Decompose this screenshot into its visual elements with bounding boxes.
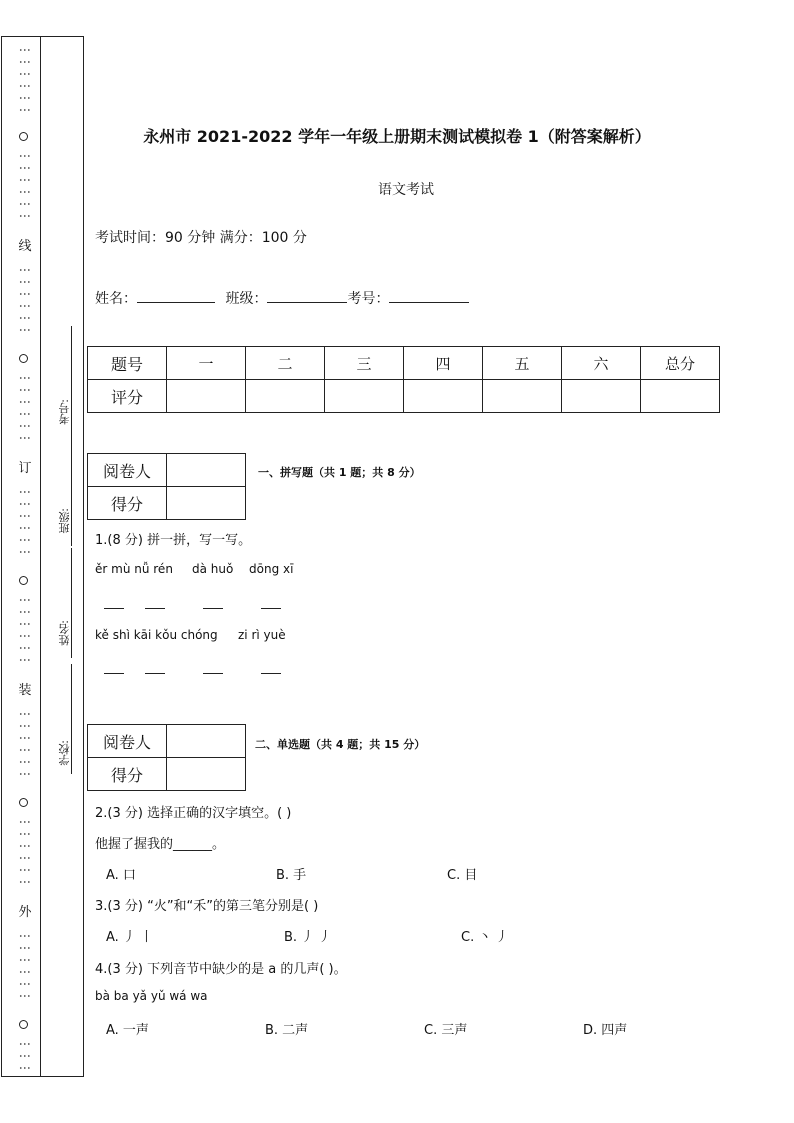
score-cell: 总分 [641,347,720,380]
grader-reviewer-label: 阅卷人 [88,454,167,487]
dot-leader: ⋮⋮⋮⋮⋮⋮ [18,486,32,558]
score-cell: 一 [167,347,246,380]
student-info-row [95,288,469,308]
question-4-pinyin: bà ba yǎ yǔ wá wa [95,989,208,1003]
score-table [87,346,720,413]
dot-leader: ⋮⋮⋮⋮⋮⋮ [18,594,32,666]
dot-leader: ⋮⋮⋮⋮⋮⋮ [18,264,32,336]
question-3: 3.(3 分) “火”和“禾”的第三笔分别是( ) [95,899,319,914]
option-a[interactable]: A. 口 [106,868,136,883]
option-b[interactable]: B. 丿 丿 [284,930,332,945]
answer-blank[interactable] [104,608,124,609]
dot-leader: ⋮⋮⋮⋮⋮⋮ [18,150,32,222]
field-school-line[interactable] [71,664,72,774]
class-label: 班级： [225,291,268,307]
score-cell: 二 [246,347,325,380]
score-row-label: 评分 [88,380,167,413]
answer-blank[interactable] [145,673,165,674]
answer-blank[interactable] [261,673,281,674]
option-a[interactable]: A. 丿 丨 [106,930,154,945]
field-name-label: 姓名: [58,620,71,646]
grader-box [87,724,246,791]
pinyin-item: kě shì kāi kǒu chóng [95,628,218,642]
score-cell: 六 [562,347,641,380]
question-4: 4.(3 分) 下列音节中缺少的是 a 的几声( )。 [95,962,347,977]
grader-score-label: 得分 [88,758,167,791]
grader-box [87,453,246,520]
answer-blank[interactable] [203,608,223,609]
dot-leader: ⋮⋮⋮⋮⋮⋮ [18,372,32,444]
score-input-cell[interactable] [246,380,325,413]
question-2-sentence: 他握了握我的______。 [95,837,226,852]
binding-mark-bind: 订 [18,461,32,476]
field-name-line[interactable] [71,548,72,658]
score-cell: 四 [404,347,483,380]
answer-blank[interactable] [104,673,124,674]
exam-no-blank[interactable] [389,288,469,303]
field-exam-no-label: 考号: [58,399,71,425]
dot-leader: ⋮⋮⋮⋮⋮⋮ [18,44,32,116]
score-input-cell[interactable] [641,380,720,413]
class-blank[interactable] [267,288,347,303]
circle-mark [19,1020,28,1029]
score-input-cell[interactable] [325,380,404,413]
field-exam-no-line[interactable] [71,326,72,436]
option-c[interactable]: C. 三声 [424,1023,468,1038]
name-blank[interactable] [137,288,215,303]
option-c[interactable]: C. 丶 丿 [461,930,509,945]
option-c[interactable]: C. 目 [447,868,478,883]
score-input-cell[interactable] [167,380,246,413]
field-school-label: 学校: [58,740,71,766]
score-input-cell[interactable] [562,380,641,413]
pinyin-item: dà huǒ [192,562,234,576]
circle-mark [19,798,28,807]
binding-mark-staple: 装 [18,683,32,698]
grader-score-cell[interactable] [167,487,246,520]
pinyin-item: ěr mù nǚ rén [95,562,173,576]
answer-blank[interactable] [203,673,223,674]
dot-leader: ⋮⋮⋮⋮⋮⋮ [18,816,32,888]
answer-blank[interactable] [145,608,165,609]
dot-leader: ⋮⋮⋮⋮⋮⋮ [18,930,32,1002]
circle-mark [19,576,28,585]
pinyin-item: dōng xī [249,562,294,576]
pinyin-item: zi rì yuè [238,628,286,642]
time-info: 考试时间：90 分钟 满分：100 分 [95,230,307,246]
score-cell: 题号 [88,347,167,380]
grader-reviewer-cell[interactable] [167,725,246,758]
question-1: 1.(8 分) 拼一拼，写一写。 [95,533,252,548]
grader-reviewer-cell[interactable] [167,454,246,487]
page-title: 永州市 2021-2022 学年一年级上册期末测试模拟卷 1（附答案解析） [143,127,651,146]
grader-score-label: 得分 [88,487,167,520]
option-a[interactable]: A. 一声 [106,1023,149,1038]
dot-leader: ⋮⋮⋮⋮⋮⋮ [18,708,32,780]
score-table-score-row [88,380,720,413]
circle-mark [19,354,28,363]
score-cell: 五 [483,347,562,380]
exam-no-label: 考号： [347,291,390,307]
binding-mark-outer: 外 [18,905,32,920]
grader-score-cell[interactable] [167,758,246,791]
score-table-header-row [88,347,720,380]
field-class-line[interactable] [71,436,72,546]
option-b[interactable]: B. 手 [276,868,307,883]
score-input-cell[interactable] [483,380,562,413]
option-d[interactable]: D. 四声 [583,1023,628,1038]
binding-mark-line: 线 [18,239,32,254]
dot-leader: ⋮⋮⋮ [18,1038,32,1074]
score-cell: 三 [325,347,404,380]
field-class-label: 班级: [58,508,71,534]
answer-blank[interactable] [261,608,281,609]
name-label: 姓名： [95,291,137,307]
section-heading: 二、单选题（共 4 题；共 15 分） [255,738,426,751]
score-input-cell[interactable] [404,380,483,413]
question-2: 2.(3 分) 选择正确的汉字填空。( ) [95,806,292,821]
option-b[interactable]: B. 二声 [265,1023,309,1038]
section-heading: 一、拼写题（共 1 题；共 8 分） [258,466,421,479]
page-subtitle: 语文考试 [378,182,434,198]
grader-reviewer-label: 阅卷人 [88,725,167,758]
